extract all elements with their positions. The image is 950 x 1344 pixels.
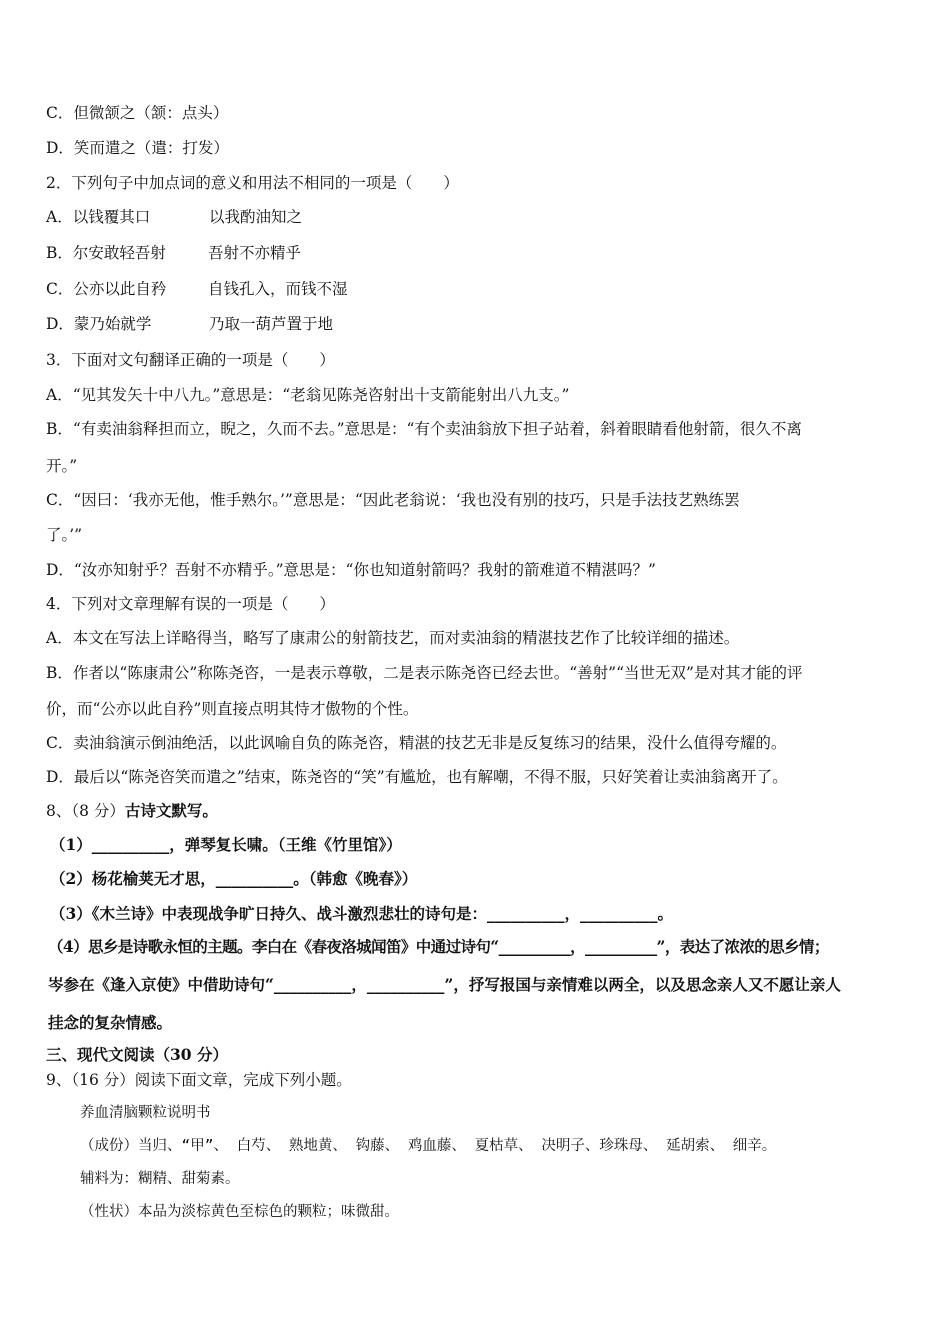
q8-number: 8、（8 分） bbox=[46, 802, 125, 820]
q4-option-b-line1: B．作者以“陈康肃公”称陈尧咨，一是表示尊敬，二是表示陈尧咨已经去世。“善射”“当世无双”是对其才能的评 bbox=[46, 664, 803, 682]
q3-option-c-line1: C．“因曰：‘我亦无他，惟手熟尔。’”意思是：“因此老翁说：‘我也没有别的技巧，只是手法技艺熟练罢 bbox=[46, 491, 740, 509]
q2-option-b-left: B．尔安敢轻吾射 bbox=[46, 244, 166, 262]
q3-option-a: A．“见其发矢十中八九。”意思是：“老翁见陈尧咨射出十支箭能射出八九支。” bbox=[46, 386, 570, 404]
q4-stem: 4．下列对文章理解有误的一项是（ ） bbox=[46, 595, 335, 613]
q8-item-4-line1: （4）思乡是诗歌永恒的主题。李白在《春夜洛城闻笛》中通过诗句“__________，__________”，表达了浓浓的思乡情； bbox=[48, 937, 829, 956]
q4-option-a: A．本文在写法上详略得当，略写了康肃公的射箭技艺，而对卖油翁的精湛技艺作了比较详细的描述。 bbox=[46, 629, 740, 647]
q3-option-c-line2: 了。’” bbox=[46, 526, 83, 544]
q2-stem: 2．下列句子中加点词的意义和用法不相同的一项是（ ） bbox=[46, 174, 459, 192]
q8-item-4-line3: 挂念的复杂情感。 bbox=[48, 1013, 173, 1032]
leaflet-title: 养血清脑颗粒说明书 bbox=[80, 1105, 211, 1121]
q8-item-2: （2）杨花榆荚无才思，__________。（韩愈《晚春》） bbox=[50, 869, 418, 888]
leaflet-ingredients: （成份）当归、“甲”、 白芍、 熟地黄、 钩藤、 鸡血藤、 夏枯草、 决明子、珍珠母、 延胡索、 细辛。 bbox=[80, 1138, 777, 1154]
q2-option-d-right: 乃取一葫芦置于地 bbox=[209, 315, 334, 333]
q2-option-a bbox=[46, 207, 302, 227]
q2-option-d bbox=[46, 314, 333, 334]
q9-stem: 9、（16 分）阅读下面文章，完成下列小题。 bbox=[46, 1071, 352, 1089]
q4-option-c: C．卖油翁演示倒油绝活，以此讽喻自负的陈尧咨，精湛的技艺无非是反复练习的结果，没什么值得夸耀的。 bbox=[46, 734, 787, 752]
q1-option-d: D．笑而遣之（遣：打发） bbox=[46, 139, 229, 157]
leaflet-excipients: 辅料为：糊精、甜菊素。 bbox=[80, 1171, 240, 1187]
q3-option-b-line1: B．“有卖油翁释担而立，睨之，久而不去。”意思是：“有个卖油翁放下担子站着，斜着眼睛看他射箭，很久不离 bbox=[46, 420, 802, 438]
q2-option-c-left: C．公亦以此自矜 bbox=[46, 280, 167, 298]
q4-option-d: D．最后以“陈尧咨笑而遣之”结束，陈尧咨的“笑”有尴尬，也有解嘲，不得不服，只好笑着让卖油翁离开了。 bbox=[46, 768, 788, 786]
q2-option-b bbox=[46, 243, 301, 263]
q8-item-4-line2: 岑参在《逢入京使》中借助诗句“__________，__________”，抒写报国与亲情难以两全，以及思念亲人又不愿让亲人 bbox=[48, 975, 841, 994]
q3-option-b-line2: 开。” bbox=[46, 457, 78, 475]
q8-item-3: （3）《木兰诗》中表现战争旷日持久、战斗激烈悲壮的诗句是：__________，__________。 bbox=[50, 904, 674, 923]
q2-option-c bbox=[46, 279, 348, 299]
q2-option-b-right: 吾射不亦精乎 bbox=[208, 244, 302, 262]
q3-option-d: D．“汝亦知射乎？吾射不亦精乎。”意思是：“你也知道射箭吗？我射的箭难道不精湛吗？” bbox=[46, 561, 656, 579]
q2-option-c-right: 自钱孔入，而钱不湿 bbox=[208, 280, 348, 298]
section-heading: 三、现代文阅读（30 分） bbox=[46, 1045, 228, 1064]
q8-item-1: （1）__________，弹琴复长啸。（王维《竹里馆》） bbox=[50, 835, 402, 854]
q2-option-d-left: D．蒙乃始就学 bbox=[46, 315, 152, 333]
leaflet-properties: （性状）本品为淡棕黄色至棕色的颗粒；味微甜。 bbox=[80, 1204, 399, 1220]
q8-title: 古诗文默写。 bbox=[124, 801, 218, 820]
q2-option-a-right: 以我酌油知之 bbox=[209, 208, 303, 226]
q1-option-c: C．但微颔之（颔：点头） bbox=[46, 104, 229, 122]
q3-stem: 3．下面对文句翻译正确的一项是（ ） bbox=[46, 351, 335, 369]
q4-option-b-line2: 价，而“公亦以此自矜”则直接点明其恃才傲物的个性。 bbox=[46, 700, 419, 718]
q8-heading bbox=[46, 801, 218, 821]
q2-option-a-left: A．以钱覆其口 bbox=[46, 208, 151, 226]
